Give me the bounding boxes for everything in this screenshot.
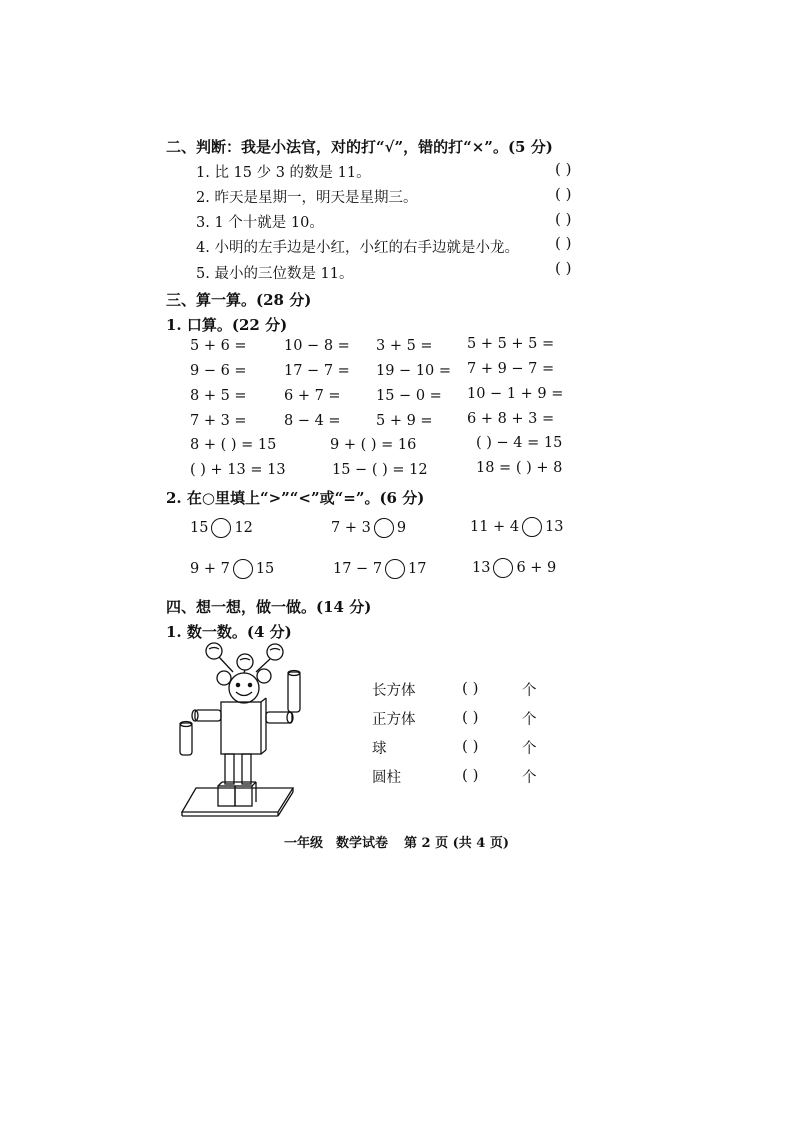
- compare-item: [190, 559, 274, 579]
- judge-blank-1[interactable]: ( ): [555, 160, 572, 178]
- compare-item: [190, 518, 253, 538]
- fill-item[interactable]: 9 + ( ) = 16: [330, 437, 417, 453]
- compare-circle[interactable]: [493, 558, 513, 578]
- shape-blank-cuboid[interactable]: ( ): [462, 679, 479, 697]
- footer-grade-subject: 一年级 数学试卷: [284, 836, 389, 851]
- section-4-title: 四、想一想，做一做。(14 分): [166, 598, 372, 616]
- shape-blank-sphere[interactable]: ( ): [462, 737, 479, 755]
- compare-circle[interactable]: [374, 518, 394, 538]
- shape-blank-cylinder[interactable]: ( ): [462, 766, 479, 784]
- compare-right: 15: [255, 561, 275, 577]
- compare-circle[interactable]: [522, 517, 542, 537]
- oral-item: 5 + 6 =: [190, 338, 247, 354]
- oral-item: 7 + 3 =: [190, 413, 247, 429]
- judge-item-2: 2. 昨天是星期一，明天是星期三。: [196, 190, 418, 206]
- judge-blank-5[interactable]: ( ): [555, 259, 572, 277]
- oral-item: 15 − 0 =: [376, 388, 442, 404]
- judge-item-4: 4. 小明的左手边是小红，小红的右手边就是小龙。: [196, 240, 519, 256]
- judge-blank-3[interactable]: ( ): [555, 210, 572, 228]
- compare-item: [470, 517, 564, 537]
- compare-right: 6 + 9: [516, 560, 557, 576]
- compare-right: 17: [408, 561, 427, 577]
- shape-unit: 个: [522, 770, 537, 786]
- compare-left: 7 + 3: [331, 520, 371, 536]
- compare-right: 13: [545, 519, 564, 535]
- oral-calc-title: 1. 口算。(22 分): [166, 316, 288, 334]
- compare-item: [472, 558, 556, 578]
- oral-item: 10 − 1 + 9 =: [467, 386, 564, 402]
- compare-circle[interactable]: [233, 559, 253, 579]
- count-title: 1. 数一数。(4 分): [166, 623, 292, 641]
- section-3-title: 三、算一算。(28 分): [166, 291, 312, 309]
- compare-circle[interactable]: [211, 518, 231, 538]
- oral-item: 8 + 5 =: [190, 388, 247, 404]
- compare-item: [333, 559, 427, 579]
- oral-item: 5 + 5 + 5 =: [467, 336, 555, 352]
- oral-item: 6 + 8 + 3 =: [467, 411, 555, 427]
- oral-item: 8 − 4 =: [284, 413, 341, 429]
- shape-name-cube: 正方体: [372, 712, 416, 728]
- shape-unit: 个: [522, 712, 537, 728]
- robot-illustration: [178, 640, 303, 820]
- footer-page-number: 第 2 页 (共 4 页): [404, 836, 510, 851]
- compare-left: 17 − 7: [333, 561, 383, 577]
- fill-item[interactable]: 8 + ( ) = 15: [190, 437, 277, 453]
- compare-right: 12: [234, 520, 253, 536]
- compare-item: [331, 518, 406, 538]
- oral-item: 3 + 5 =: [376, 338, 433, 354]
- judge-blank-2[interactable]: ( ): [555, 185, 572, 203]
- shape-blank-cube[interactable]: ( ): [462, 708, 479, 726]
- compare-left: 11 + 4: [470, 519, 520, 535]
- judge-blank-4[interactable]: ( ): [555, 234, 572, 252]
- compare-left: 13: [472, 560, 491, 576]
- oral-item: 19 − 10 =: [376, 363, 452, 379]
- compare-title: 2. 在○里填上“>”“<”或“=”。(6 分): [166, 489, 425, 507]
- compare-left: 9 + 7: [190, 561, 230, 577]
- fill-item[interactable]: ( ) + 13 = 13: [190, 462, 286, 478]
- section-2-title: 二、判断：我是小法官，对的打“√”，错的打“×”。(5 分): [166, 138, 553, 156]
- fill-item[interactable]: 18 = ( ) + 8: [476, 460, 563, 476]
- fill-item[interactable]: ( ) − 4 = 15: [476, 435, 563, 451]
- oral-item: 5 + 9 =: [376, 413, 433, 429]
- shape-name-cylinder: 圆柱: [372, 770, 401, 786]
- oral-item: 17 − 7 =: [284, 363, 350, 379]
- shape-name-cuboid: 长方体: [372, 683, 416, 699]
- oral-item: 9 − 6 =: [190, 363, 247, 379]
- compare-left: 15: [190, 520, 209, 536]
- oral-item: 6 + 7 =: [284, 388, 341, 404]
- shape-unit: 个: [522, 683, 537, 699]
- oral-item: 10 − 8 =: [284, 338, 350, 354]
- judge-item-5: 5. 最小的三位数是 11。: [196, 266, 354, 282]
- judge-item-1: 1. 比 15 少 3 的数是 11。: [196, 165, 371, 181]
- oral-item: 7 + 9 − 7 =: [467, 361, 555, 377]
- shape-unit: 个: [522, 741, 537, 757]
- fill-item[interactable]: 15 − ( ) = 12: [332, 462, 428, 478]
- compare-right: 9: [396, 520, 407, 536]
- shape-name-sphere: 球: [372, 741, 387, 757]
- compare-circle[interactable]: [385, 559, 405, 579]
- judge-item-3: 3. 1 个十就是 10。: [196, 215, 324, 231]
